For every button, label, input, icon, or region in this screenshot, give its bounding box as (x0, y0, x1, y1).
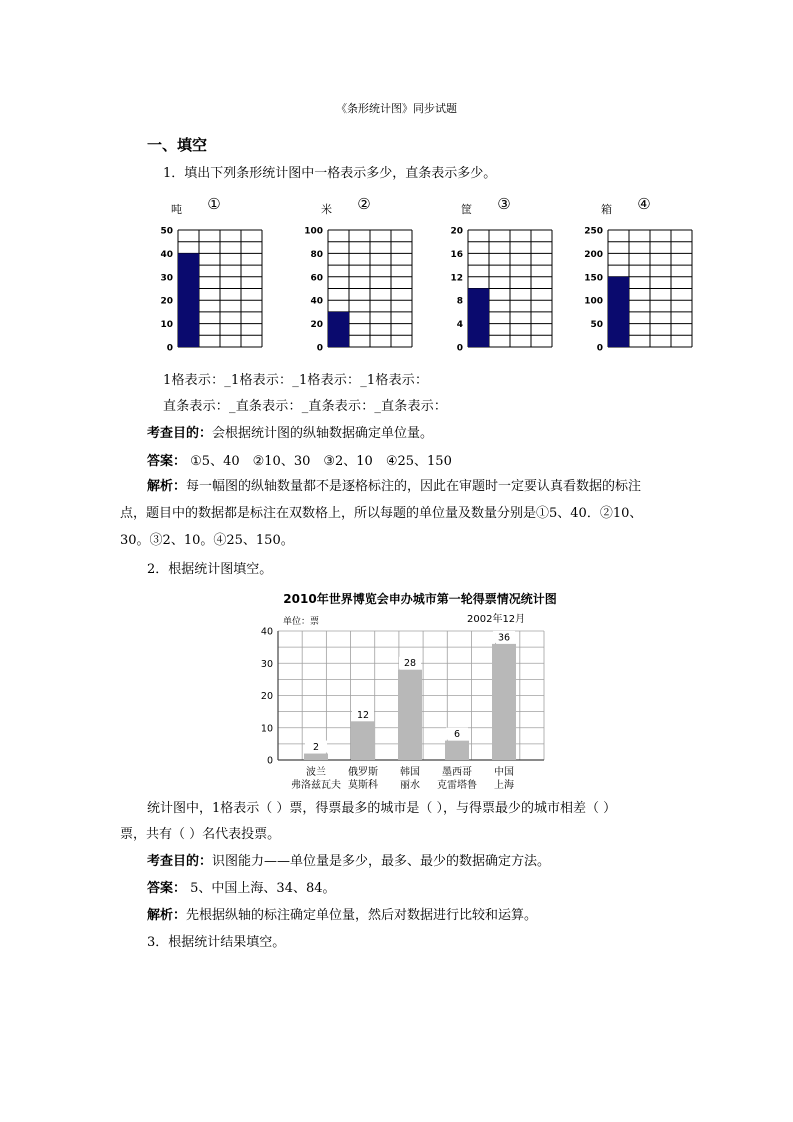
tick-label: 0 (316, 343, 323, 354)
tick-label: 60 (310, 273, 323, 284)
tick-label: 250 (584, 226, 603, 237)
y-unit-label: 筐 (461, 203, 472, 216)
tick-label: 0 (266, 755, 273, 767)
tick-label: 12 (450, 273, 463, 284)
q1-purpose (147, 425, 433, 443)
tick-label: 150 (584, 273, 603, 284)
bar (398, 670, 422, 760)
tick-label: 50 (590, 320, 603, 331)
question-3-text: 3．根据统计结果填空。 (147, 935, 286, 950)
q2-question-line2: 票，共有（ ）名代表投票。 (120, 827, 281, 842)
q2-analysis (147, 907, 537, 925)
analysis-label: 解析： (147, 908, 187, 923)
chart-number: ① (207, 195, 221, 213)
bar (178, 253, 199, 347)
value-label: 12 (356, 709, 370, 721)
value-label: 2 (312, 742, 320, 754)
vote-chart (245, 585, 595, 795)
bar (608, 277, 629, 347)
value-label: 6 (453, 729, 461, 741)
answer-line-bar: 直条表示：_直条表示：_直条表示：_直条表示： (163, 399, 448, 414)
tick-label: 20 (310, 320, 323, 331)
tick-label: 20 (260, 691, 273, 702)
category-label: 俄罗斯 (348, 767, 378, 778)
answer-text: 5、中国上海、34、84。 (190, 881, 336, 896)
category-label: 中国 (494, 767, 514, 778)
section-heading: 一、填空 (147, 136, 208, 154)
bar (445, 741, 469, 760)
vote-chart-unit: 单位：票 (283, 617, 320, 627)
tick-label: 4 (456, 320, 463, 331)
analysis-text: 先根据纵轴的标注确定单位量，然后对数据进行比较和运算。 (186, 908, 538, 923)
bar (468, 289, 489, 348)
tick-label: 80 (310, 249, 323, 260)
q2-question-line1: 统计图中，1格表示（ ）票，得票最多的城市是（ ），与得票最少的城市相差（ ） (147, 801, 617, 816)
chart-1 (160, 195, 262, 354)
bar (304, 754, 328, 760)
vote-chart-date: 2002年12月 (467, 614, 526, 625)
tick-label: 30 (160, 273, 173, 284)
answer-label: 答案： (147, 454, 187, 469)
purpose-label: 考查目的： (147, 854, 213, 869)
tick-label: 40 (260, 626, 273, 638)
y-unit-label: 箱 (601, 203, 612, 216)
tick-label: 10 (160, 320, 173, 331)
question-1-text: 1．填出下列条形统计图中一格表示多少，直条表示多少。 (163, 166, 497, 181)
vote-chart-title: 2010年世界博览会申办城市第一轮得票情况统计图 (283, 592, 557, 606)
y-unit-label: 米 (321, 203, 332, 216)
q1-answer (147, 453, 452, 471)
chart-3 (450, 195, 552, 354)
category-label: 波兰 (306, 767, 326, 778)
chart-number: ④ (637, 195, 651, 213)
category-label: 克雷塔鲁 (437, 780, 477, 791)
tick-label: 0 (166, 343, 173, 354)
chart-number: ② (357, 195, 371, 213)
category-label: 丽水 (400, 780, 420, 791)
chart-number: ③ (497, 195, 511, 213)
purpose-text: 会根据统计图的纵轴数据确定单位量。 (212, 426, 434, 441)
tick-label: 16 (450, 249, 463, 260)
tick-label: 30 (260, 658, 273, 670)
q2-answer (147, 880, 336, 898)
category-label: 上海 (494, 780, 514, 791)
small-charts (150, 193, 710, 363)
tick-label: 0 (596, 343, 603, 354)
tick-label: 20 (450, 226, 463, 237)
y-unit-label: 吨 (171, 203, 182, 216)
tick-label: 100 (584, 296, 603, 307)
tick-label: 40 (310, 296, 323, 307)
tick-label: 40 (160, 249, 173, 260)
tick-label: 20 (160, 296, 173, 307)
tick-label: 200 (584, 249, 603, 260)
answer-text: ①5、40 ②10、30 ③2、10 ④25、150 (190, 454, 452, 469)
page-title: 《条形统计图》同步试题 (336, 102, 457, 115)
bar (351, 721, 375, 760)
answer-label: 答案： (147, 881, 187, 896)
bar (328, 312, 349, 347)
question-2-text: 2．根据统计图填空。 (147, 562, 273, 577)
analysis-text: 每一幅图的纵轴数量都不是逐格标注的，因此在审题时一定要认真看数据的标注点，题目中的数据都是标注在双数格上，所以每题的单位量及数量分别是①5、40．②10、30。③2、10。④25、150。 (120, 479, 643, 548)
chart-2 (304, 195, 412, 354)
value-label: 28 (403, 658, 417, 670)
category-label: 莫斯科 (348, 780, 378, 791)
tick-label: 8 (456, 296, 463, 307)
purpose-label: 考查目的： (147, 426, 213, 441)
tick-label: 50 (160, 226, 173, 237)
tick-label: 10 (260, 723, 273, 735)
tick-label: 100 (304, 226, 323, 237)
category-label: 韩国 (400, 767, 420, 778)
category-label: 墨西哥 (442, 767, 472, 778)
category-label: 弗洛兹瓦夫 (291, 780, 341, 791)
q2-purpose (147, 853, 550, 871)
tick-label: 0 (456, 343, 463, 354)
answer-line-unit: 1格表示：_1格表示：_1格表示：_1格表示： (163, 373, 429, 388)
analysis-label: 解析： (147, 479, 187, 494)
purpose-text: 识图能力——单位量是多少，最多、最少的数据确定方法。 (212, 854, 551, 869)
bar (492, 644, 516, 760)
value-label: 36 (497, 632, 511, 644)
q1-analysis (120, 473, 660, 554)
chart-4 (584, 195, 692, 354)
